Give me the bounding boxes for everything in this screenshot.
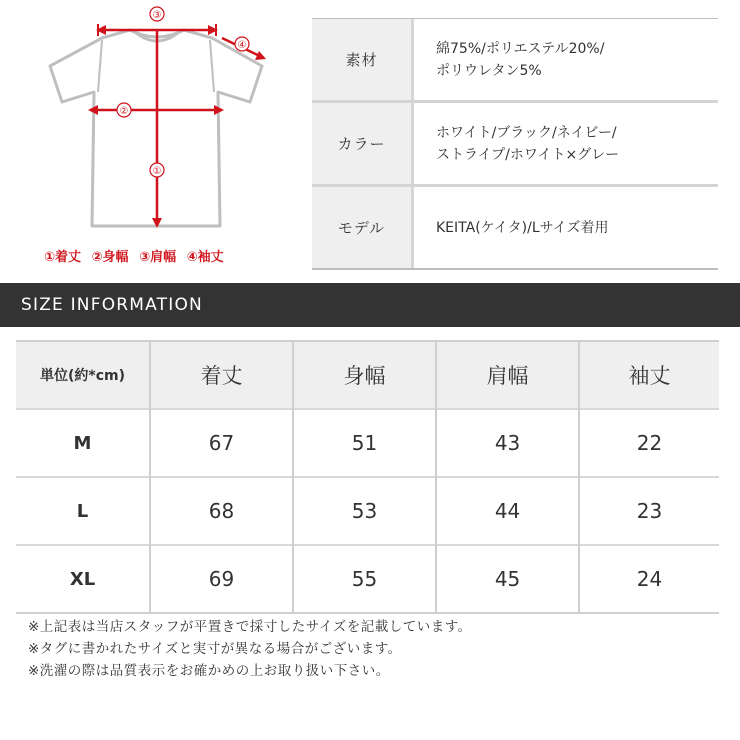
legend-body-width: ②身幅 [91,250,129,265]
value-cell: 51 [293,409,436,477]
size-table [16,340,719,614]
size-cell: M [16,409,150,477]
value-cell: 67 [150,409,293,477]
note-line: ※タグに書かれたサイズと実寸が異なる場合がございます。 [28,641,402,657]
value-cell: 23 [579,477,719,545]
table-row [16,545,719,613]
value-cell: 53 [293,477,436,545]
legend-sleeve-length: ④袖丈 [186,250,224,265]
legend-length: ①着丈 [44,250,82,265]
header-unit: 単位(約*cm) [16,341,150,409]
value-cell: 55 [293,545,436,613]
value-cell: 68 [150,477,293,545]
spec-value: KEITA(ケイタ)/Lサイズ着用 [436,219,609,236]
tshirt-measurement-diagram [0,0,300,282]
marker-2: ② [119,106,129,117]
value-cell: 44 [436,477,579,545]
banner-title: SIZE INFORMATION [21,295,203,315]
note-line: ※洗濯の際は品質表示をお確かめの上お取り扱い下さい。 [28,663,390,679]
spec-row-model [312,187,718,270]
spec-row-material [312,19,718,103]
spec-value: ホワイト/ブラック/ネイビー/ ストライプ/ホワイト×グレー [436,124,620,163]
size-table-header [16,341,719,409]
notes [28,616,472,682]
value-cell: 69 [150,545,293,613]
header-body-width: 身幅 [293,341,436,409]
legend-shoulder-width: ③肩幅 [139,250,177,265]
measurement-legend [44,246,230,265]
size-information-banner [0,283,740,327]
note-line: ※上記表は当店スタッフが平置きで採寸したサイズを記載しています。 [28,619,472,635]
header-shoulder-width: 肩幅 [436,341,579,409]
table-row [16,477,719,545]
header-sleeve-length: 袖丈 [579,341,719,409]
value-cell: 24 [579,545,719,613]
marker-3: ③ [152,10,162,21]
size-cell: L [16,477,150,545]
spec-label: 素材 [312,19,414,100]
spec-label: モデル [312,187,414,268]
spec-table [312,18,718,270]
header-length: 着丈 [150,341,293,409]
spec-value: 綿75%/ポリエステル20%/ ポリウレタン5% [436,40,605,79]
marker-4: ④ [237,40,247,51]
value-cell: 43 [436,409,579,477]
spec-row-color [312,103,718,187]
table-row [16,409,719,477]
tshirt-outline-icon [0,0,300,250]
value-cell: 22 [579,409,719,477]
value-cell: 45 [436,545,579,613]
marker-1: ① [152,166,162,177]
spec-label: カラー [312,103,414,184]
size-cell: XL [16,545,150,613]
